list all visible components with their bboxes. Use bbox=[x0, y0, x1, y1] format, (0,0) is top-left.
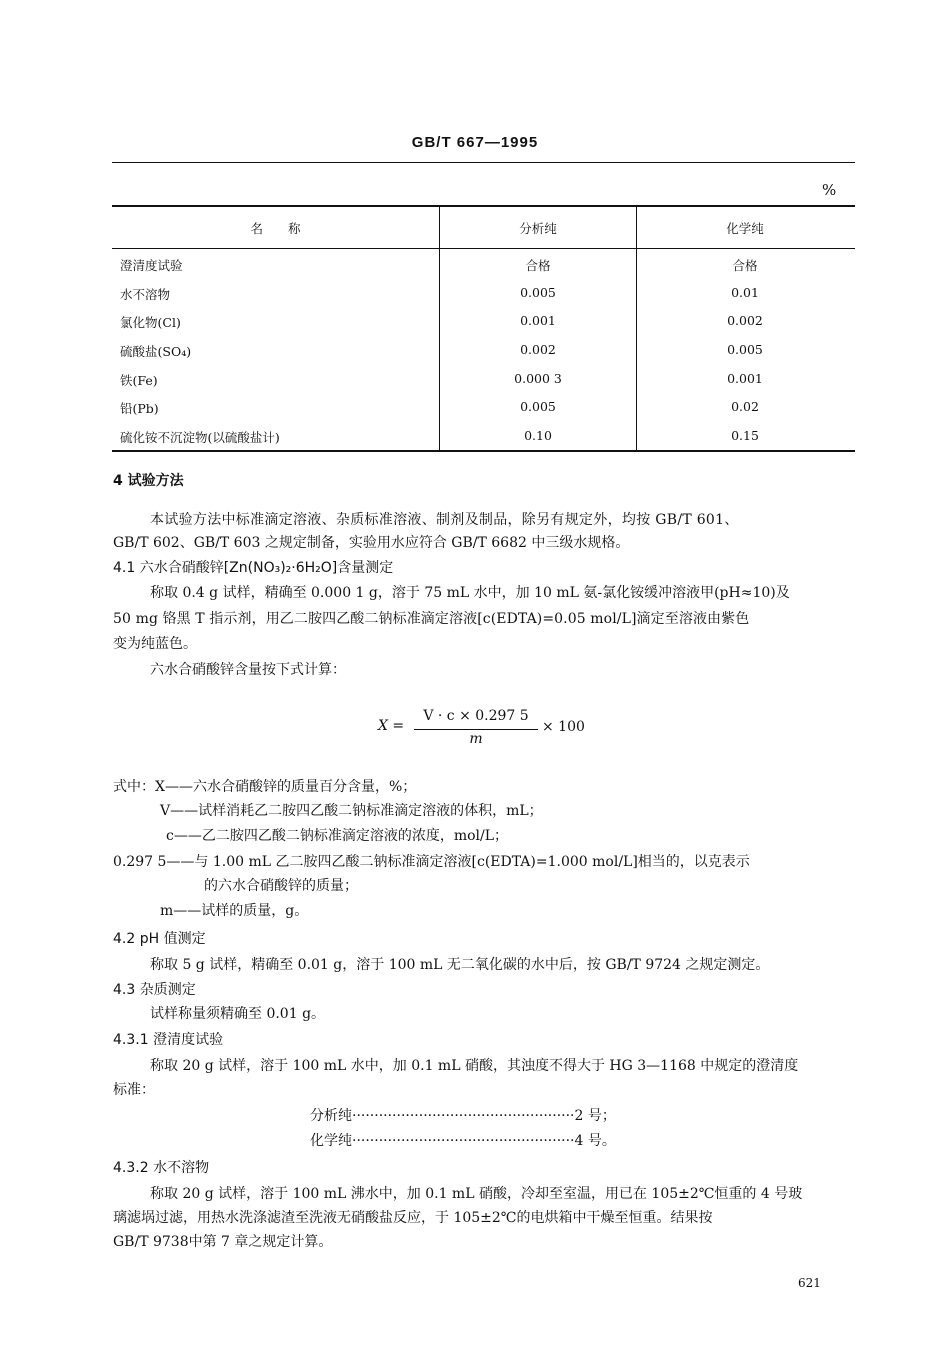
page-number: 621 bbox=[798, 1276, 821, 1290]
table-cell: 0.005 bbox=[727, 342, 763, 357]
grade-value: 2 号； bbox=[574, 1108, 616, 1124]
section-4-3-2-heading: 4.3.2 水不溶物 bbox=[113, 1160, 210, 1176]
table-top-rule bbox=[112, 205, 855, 207]
section-4-1-paragraph: 变为纯蓝色。 bbox=[113, 636, 197, 652]
table-cell: 澄清度试验 bbox=[120, 258, 183, 273]
formula-denominator: m bbox=[469, 731, 483, 747]
table-header-name: 名 称 bbox=[250, 221, 301, 236]
table-cell: 合格 bbox=[732, 258, 758, 273]
section-4-3-1-heading: 4.3.1 澄清度试验 bbox=[113, 1032, 224, 1048]
formula-numerator: V · c × 0.297 5 bbox=[423, 708, 529, 724]
grade-row bbox=[310, 1131, 616, 1151]
section-4-3-1-text: 称取 20 g 试样，溶于 100 mL 水中，加 0.1 mL 硝酸，其浊度不得大于 HG 3—1168 中规定的澄清度 bbox=[150, 1058, 799, 1074]
table-cell: 0.001 bbox=[727, 371, 763, 386]
table-cell: 硫化铵不沉淀物(以硫酸盐计) bbox=[120, 430, 280, 445]
table-header-ar: 分析纯 bbox=[519, 221, 557, 236]
formula-lhs: X = bbox=[378, 718, 405, 734]
section-4-1-heading: 4.1 六水合硝酸锌[Zn(NO₃)₂·6H₂O]含量测定 bbox=[113, 560, 394, 576]
section-4-2-text: 称取 5 g 试样，精确至 0.01 g，溶于 100 mL 无二氧化碳的水中后，按 GB/T 9724 之规定测定。 bbox=[150, 957, 770, 973]
grade-value: 4 号。 bbox=[574, 1133, 616, 1149]
section-4-3-2-text: 称取 20 g 试样，溶于 100 mL 沸水中，加 0.1 mL 硝酸，冷却至室温，用已在 105±2℃恒重的 4 号玻 bbox=[150, 1186, 803, 1202]
table-cell: 水不溶物 bbox=[120, 287, 171, 302]
header-rule bbox=[112, 162, 855, 163]
table-cell: 氯化物(Cl) bbox=[120, 315, 181, 330]
table-cell: 硫酸盐(SO₄) bbox=[120, 344, 192, 359]
table-header-cp: 化学纯 bbox=[726, 221, 764, 236]
section-4-3-1-text: 标准： bbox=[113, 1082, 155, 1098]
formula-where: c——乙二胺四乙酸二钠标准滴定溶液的浓度，mol/L； bbox=[166, 828, 509, 844]
formula-fraction-bar bbox=[414, 729, 538, 730]
table-col-divider bbox=[439, 206, 440, 451]
table-cell: 0.002 bbox=[727, 313, 763, 328]
section-4-3-heading: 4.3 杂质测定 bbox=[113, 982, 196, 998]
section-4-1-calc-intro: 六水合硝酸锌含量按下式计算： bbox=[150, 662, 346, 678]
grade-row bbox=[310, 1106, 616, 1126]
formula-where: 0.297 5——与 1.00 mL 乙二胺四乙酸二钠标准滴定溶液[c(EDTA)=1.000 mol/L]相当的，以克表示 bbox=[113, 854, 750, 870]
table-cell: 0.005 bbox=[520, 285, 556, 300]
section-4-3-text: 试样称量须精确至 0.01 g。 bbox=[150, 1006, 326, 1022]
table-cell: 0.01 bbox=[731, 285, 759, 300]
table-cell: 0.000 3 bbox=[514, 371, 562, 386]
section-4-intro: GB/T 602、GB/T 603 之规定制备，实验用水应符合 GB/T 6682 中三级水规格。 bbox=[113, 535, 630, 551]
section-4-3-2-text: 璃滤埚过滤，用热水洗涤滤渣至洗液无硝酸盐反应，于 105±2℃的电烘箱中干燥至恒重。结果按 bbox=[113, 1210, 713, 1226]
section-4-1-paragraph: 50 mg 铬黑 T 指示剂，用乙二胺四乙酸二钠标准滴定溶液[c(EDTA)=0.05 mol/L]滴定至溶液由紫色 bbox=[113, 611, 750, 627]
table-cell: 0.005 bbox=[520, 399, 556, 414]
section-4-1-paragraph: 称取 0.4 g 试样，精确至 0.000 1 g，溶于 75 mL 水中，加 10 mL 氨-氯化铵缓冲溶液甲(pH≈10)及 bbox=[150, 585, 790, 601]
formula-where: m——试样的质量，g。 bbox=[160, 903, 309, 919]
unit-label: % bbox=[822, 181, 837, 199]
leader-dots: ·················································· bbox=[352, 1133, 575, 1149]
formula-where: V——试样消耗乙二胺四乙酸二钠标准滴定溶液的体积，mL； bbox=[160, 803, 543, 819]
table-cell: 铁(Fe) bbox=[120, 373, 158, 388]
table-cell: 0.15 bbox=[731, 428, 759, 443]
table-cell: 0.10 bbox=[524, 428, 552, 443]
standard-number: GB/T 667—1995 bbox=[411, 134, 539, 151]
grade-name: 化学纯 bbox=[310, 1133, 352, 1149]
table-bottom-rule bbox=[112, 450, 855, 452]
leader-dots: ·················································· bbox=[352, 1108, 575, 1124]
formula-where: 的六水合硝酸锌的质量； bbox=[204, 878, 358, 894]
grade-name: 分析纯 bbox=[310, 1108, 352, 1124]
formula-where: 式中：X——六水合硝酸锌的质量百分含量，%； bbox=[113, 779, 417, 795]
formula-rhs: × 100 bbox=[542, 719, 585, 735]
table-cell: 0.002 bbox=[520, 342, 556, 357]
table-cell: 0.001 bbox=[520, 313, 556, 328]
section-4-3-2-text: GB/T 9738中第 7 章之规定计算。 bbox=[113, 1234, 333, 1250]
section-4-heading: 4 试验方法 bbox=[113, 473, 184, 489]
table-cell: 铅(Pb) bbox=[120, 401, 159, 416]
table-cell: 0.02 bbox=[731, 399, 759, 414]
table-cell: 合格 bbox=[525, 258, 551, 273]
table-col-divider bbox=[636, 206, 637, 451]
table-header-rule bbox=[112, 248, 855, 249]
section-4-intro: 本试验方法中标准滴定溶液、杂质标准溶液、制剂及制品，除另有规定外，均按 GB/T 601、 bbox=[150, 512, 739, 528]
section-4-2-heading: 4.2 pH 值测定 bbox=[113, 931, 206, 947]
